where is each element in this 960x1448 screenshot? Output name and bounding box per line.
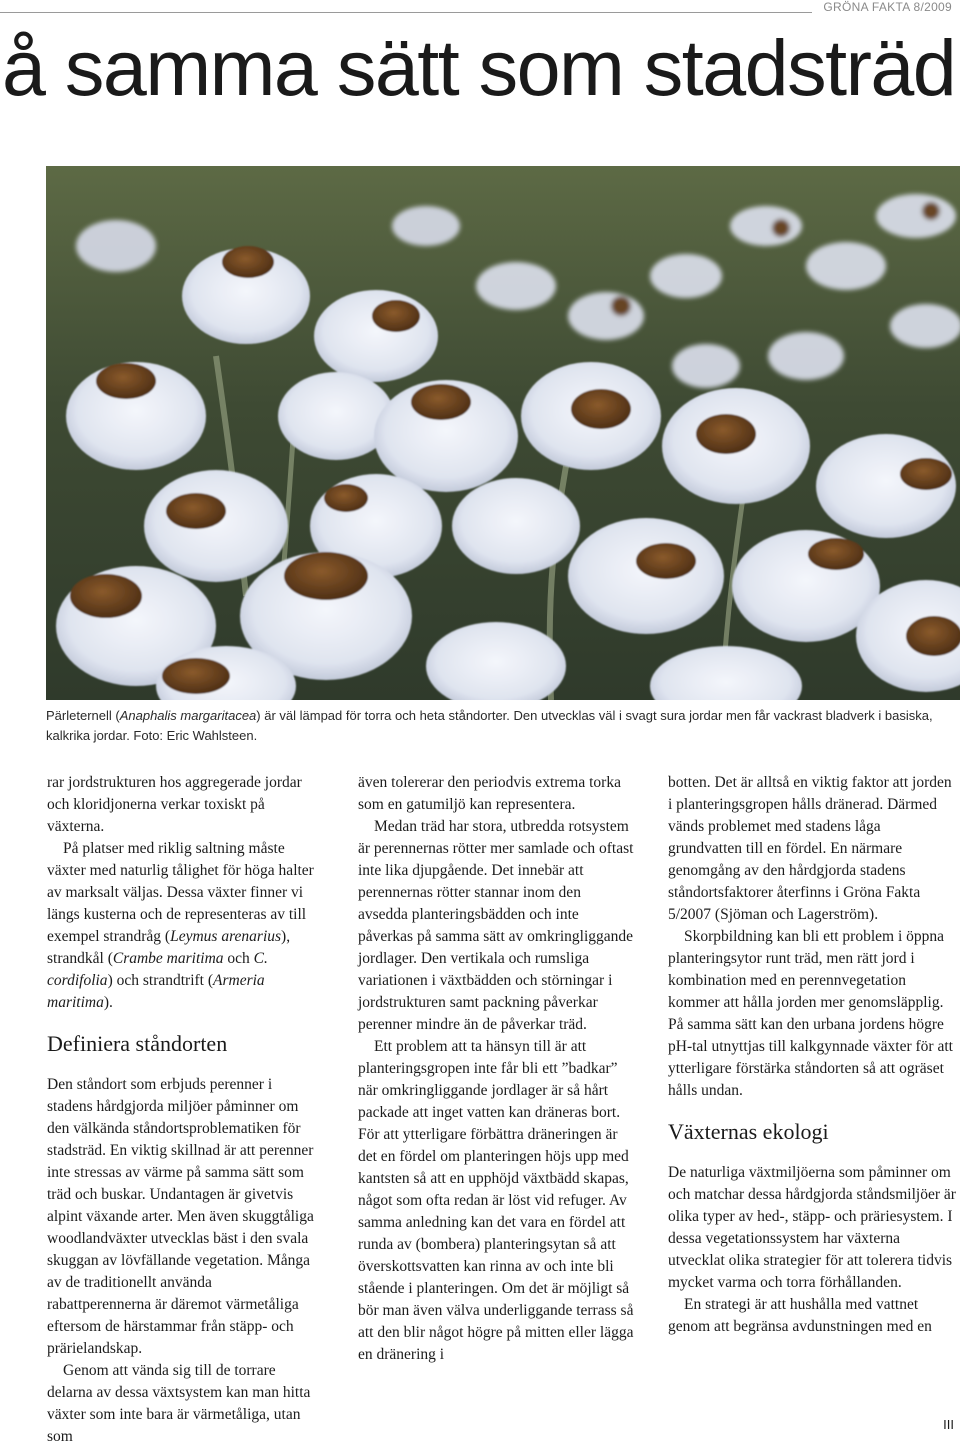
paragraph: Den ståndort som erbjuds perenner i stadens hårdgjorda miljöer påminner om den välkända ståndortsproblematiken för stadsträd. En viktig skillnad är att perenner inte stressas av värme på samma sätt som träd och buskar. Undantagen är givetvis alpint växande arter. Men även skuggtåliga woodlandväxter utvecklas bäst i den svala skuggan av lövfällande vegetation. Många av de traditionellt använda rabattperennerna är däremot värmetåliga eftersom de härstammar från stäpp- och prärielandskap.	[47, 1076, 314, 1357]
paragraph: Skorpbildning kan bli ett problem i öppna planteringsytor runt träd, men rätt jord i kombination med en perennvegetation kommer att hålla jorden mer genomsläpplig. På samma sätt kan den urbana jordens högre pH-tal utnyttjas till kalkgynnade växter för att ytterligare förstärka ståndorten så att ogräset hålls undan.	[668, 928, 953, 1099]
paragraph: De naturliga växtmiljöerna som påminner om och matchar dessa hårdgjorda ståndsmiljöer är olika typer av hed-, stäpp- och präriesystem. I dessa vegetationssystem har växterna utvecklat olika strategier för att tolerera tidvis mycket varma och torra förhållanden.	[668, 1164, 956, 1291]
subheading: Definiera ståndorten	[47, 1031, 228, 1056]
column-1	[47, 772, 319, 1448]
headline: å samma sätt som stadsträd	[2, 23, 956, 112]
page-number: III	[943, 1417, 954, 1432]
paragraph: På platser med riklig saltning måste växter med naturlig tålighet för höga halter av marksalt väljas. Dessa växter finner vi längs kusterna och de representeras av till exempel strandråg (Leymus arenarius), strandkål (Crambe maritima och C. cordifolia) och strandtrift (Armeria maritima).	[47, 840, 314, 1011]
paragraph: Genom att vända sig till de torrare delarna av dessa växtsystem kan man hitta växter som inte bara är värmetåliga, utan som	[47, 1362, 311, 1445]
running-head: GRÖNA FAKTA 8/2009	[823, 0, 952, 14]
paragraph: Ett problem att ta hänsyn till är att planteringsgropen inte får bli ett ”badkar” när omkringliggande jordlager är så hårt packade att inget vatten kan dräneras bort. För att ytterligare förbättra dräneringen är det en fördel om planteringen höjs upp med kantsten så att en upphöjd växtbädd skapas, något som ofta redan är löst vid refuger. Av samma anledning kan det vara en fördel att runda av (bombera) planteringsytan så att överskottsvatten kan rinna av och inte bli stående i planteringen. Om det är möjligt så bör man även välva underliggande terrass så att den blir något högre på mitten eller lägga en dränering i	[358, 1038, 634, 1363]
paragraph: Medan träd har stora, utbredda rotsystem är perennernas rötter mer samlade och oftast inte lika djupgående. Det innebär att perennernas rötter stannar inom den avsedda planteringsbädden och inte påverkas på samma sätt av omkringliggande jordlager. Den vertikala och rumsliga variationen i växtbädden och störningar i jordstrukturen samt packning påverkar perenner mindre än de påverkar träd.	[358, 818, 634, 1033]
column-3	[668, 772, 958, 1338]
header-rule	[0, 12, 812, 13]
paragraph: rar jordstrukturen hos aggregerade jordar och kloridjonerna verkar toxiskt på växterna.	[47, 774, 302, 835]
flower-photo	[46, 166, 960, 700]
subheading: Växternas ekologi	[668, 1119, 829, 1144]
paragraph: även tolererar den periodvis extrema torka som en gatumiljö kan representera.	[358, 774, 621, 813]
paragraph: botten. Det är alltså en viktig faktor att jorden i planteringsgropen hålls dränerad. Därmed vänds problemet med stadens låga grundvatten till en fördel. En närmare genomgång av den hårdgjorda stadens ståndortsfaktorer återfinns i Gröna Fakta 5/2007 (Sjöman och Lagerström).	[668, 774, 952, 923]
paragraph: En strategi är att hushålla med vattnet genom att begränsa avdunstningen med en	[668, 1296, 932, 1335]
photo-caption: Pärleternell (Anaphalis margaritacea) är väl lämpad för torra och heta ståndorter. Den utvecklas väl i svagt sura jordar men får vackrast bladverk i basiska, kalkrika jordar. Foto: Eric Wahlsteen.	[46, 708, 933, 743]
column-2	[358, 772, 634, 1366]
